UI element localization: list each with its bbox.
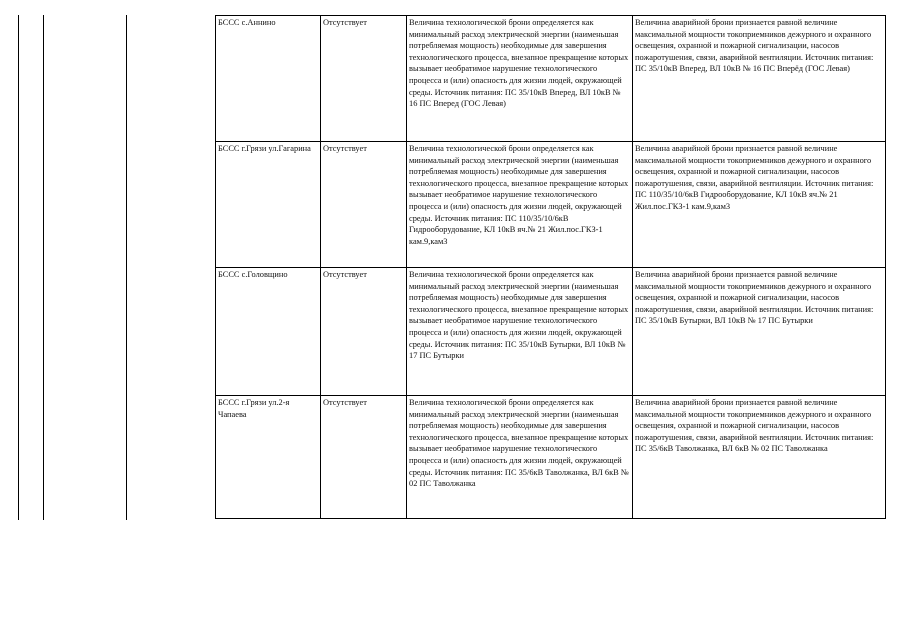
status-cell: Отсутствует — [321, 396, 407, 519]
tech-reserve-cell: Величина технологической брони определяется как минимальный расход электрической энергии (наименьшая потребляемая мощность) необходимые для завершения технологического процесса, внезапное прекращение которых вызывает необратимое нарушение технологического процесса и (или) опасность для жизни людей, окружающей среды. Источник питания: ПС 35/10кВ Вперед, ВЛ 10кВ № 16 ПС Вперед (ГОС Левая) — [407, 16, 633, 142]
emergency-reserve-cell: Величина аварийной брони признается равной величине максимальной мощности токоприемников дежурного и охранного освещения, охранной и пожарной сигнализации, насосов пожаротушения, связи, аварийной вентиляции. Источник питания: ПС 35/10кВ Бутырки, ВЛ 10кВ № 17 ПС Бутырки — [633, 268, 886, 396]
table-row — [216, 396, 886, 519]
table-row — [216, 142, 886, 268]
tech-reserve-cell: Величина технологической брони определяется как минимальный расход электрической энергии (наименьшая потребляемая мощность) необходимые для завершения технологического процесса, внезапное прекращение которых вызывает необратимое нарушение технологического процесса и (или) опасность для жизни людей, окружающей среды. Источник питания: ПС 35/10кВ Бутырки, ВЛ 10кВ № 17 ПС Бутырки — [407, 268, 633, 396]
object-name-cell: БССС с.Головщино — [216, 268, 321, 396]
left-column-divider-1 — [43, 15, 44, 520]
reserve-table — [215, 15, 886, 519]
table-row — [216, 16, 886, 142]
tech-reserve-cell: Величина технологической брони определяется как минимальный расход электрической энергии (наименьшая потребляемая мощность) необходимые для завершения технологического процесса, внезапное прекращение которых вызывает необратимое нарушение технологического процесса и (или) опасность для жизни людей, окружающей среды. Источник питания: ПС 110/35/10/6кВ Гидрооборудование, КЛ 10кВ яч.№ 21 Жил.пос.ГКЗ-1 кам.9,кам3 — [407, 142, 633, 268]
status-cell: Отсутствует — [321, 268, 407, 396]
object-name-cell: БССС г.Грязи ул.2-я Чапаева — [216, 396, 321, 519]
table-row — [216, 268, 886, 396]
emergency-reserve-cell: Величина аварийной брони признается равной величине максимальной мощности токоприемников дежурного и охранного освещения, охранной и пожарной сигнализации, насосов пожаротушения, связи, аварийной вентиляции. Источник питания: ПС 35/10кВ Вперед, ВЛ 10кВ № 16 ПС Вперёд (ГОС Левая) — [633, 16, 886, 142]
left-column-divider-2 — [126, 15, 127, 520]
left-table-border — [18, 15, 19, 520]
object-name-cell: БССС с.Аннино — [216, 16, 321, 142]
status-cell: Отсутствует — [321, 16, 407, 142]
emergency-reserve-cell: Величина аварийной брони признается равной величине максимальной мощности токоприемников дежурного и охранного освещения, охранной и пожарной сигнализации, насосов пожаротушения, связи, аварийной вентиляции. Источник питания: ПС 110/35/10/6кВ Гидрооборудование, КЛ 10кВ яч.№ 21 Жил.пос.ГКЗ-1 кам.9,кам3 — [633, 142, 886, 268]
emergency-reserve-cell: Величина аварийной брони признается равной величине максимальной мощности токоприемников дежурного и охранного освещения, охранной и пожарной сигнализации, насосов пожаротушения, связи, аварийной вентиляции. Источник питания: ПС 35/6кВ Таволжанка, ВЛ 6кВ № 02 ПС Таволжанка — [633, 396, 886, 519]
object-name-cell: БССС г.Грязи ул.Гагарина — [216, 142, 321, 268]
tech-reserve-cell: Величина технологической брони определяется как минимальный расход электрической энергии (наименьшая потребляемая мощность) необходимые для завершения технологического процесса, внезапное прекращение которых вызывает необратимое нарушение технологического процесса и (или) опасность для жизни людей, окружающей среды. Источник питания: ПС 35/6кВ Таволжанка, ВЛ 6кВ № 02 ПС Таволжанка — [407, 396, 633, 519]
status-cell: Отсутствует — [321, 142, 407, 268]
